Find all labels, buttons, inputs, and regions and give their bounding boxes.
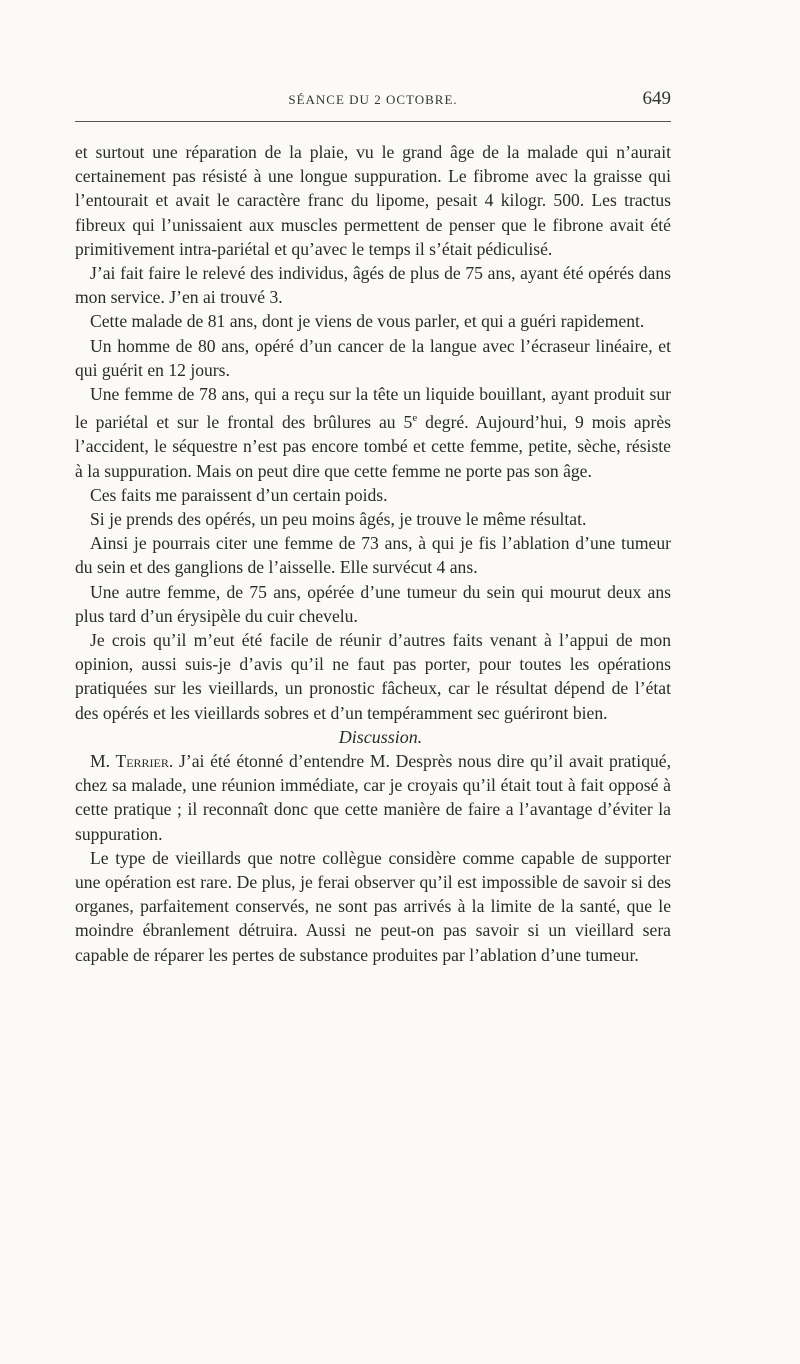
case-3-text-b: degré. Aujourd’hui, 9 mois après l’accident, le séquestre n’est pas encore tombé et cette femme, petite, sèche, résiste à la suppuration. Mais on peut dire que cette femme ne porte pas son âge. (75, 412, 671, 481)
paragraph-continuation: et surtout une réparation de la plaie, vu le grand âge de la malade qui n’aurait certainement pas résisté à une longue suppuration. Le fibrome avec la graisse qui l’entourait et avait le caractère franc du lipome, pesait 4 kilogr. 500. Les tractus fibreux qui l’unissaient aux muscles permettent de penser que le fibrone avait été primitivement intra-pariétal et qu’avec le temps il s’était pédiculisé. (75, 142, 671, 259)
section-heading: Discussion. (338, 726, 423, 747)
paragraph-case-75: Une autre femme, de 75 ans, opérée d’une tumeur du sein qui mourut deux ans plus tard d’un érysipèle du cuir chevelu. (75, 581, 671, 626)
running-head-title: SÉANCE DU 2 OCTOBRE. (288, 92, 458, 107)
terrier-text: J’ai été étonné d’entendre M. Desprès nous dire qu’il avait pratiqué, chez sa malade, une réunion immédiate, car je croyais qu’il était tout à fait opposé à cette pratique ; il reconnaît donc que cette manière de faire a l’avantage d’éviter la suppuration. (75, 750, 671, 844)
page-number: 649 (642, 88, 671, 109)
paragraph-younger: Si je prends des opérés, un peu moins âgés, je trouve le même résultat. (90, 508, 587, 529)
paragraph-terrier (75, 749, 671, 846)
running-head (75, 88, 671, 114)
paragraph-survey: J’ai fait faire le relevé des individus, âgés de plus de 75 ans, ayant été opérés dans mon service. J’en ai trouvé 3. (75, 263, 671, 308)
paragraph-case-2: Un homme de 80 ans, opéré d’un cancer de la langue avec l’écraseur linéaire, et qui guérit en 12 jours. (75, 335, 671, 380)
body-text (75, 140, 671, 967)
case-3-text-a: Une femme de 78 ans, qui a reçu sur la tête un liquide bouillant, ayant produit sur le pariétal et sur le frontal des brûlures au 5 (75, 384, 671, 433)
paragraph-elderly-type: Le type de vieillards que notre collègue considère comme capable de supporter une opération est rare. De plus, je ferai observer qu’il est impossible de savoir si des organes, parfaitement conservés, ne sont pas arrivés à la limite de la santé, que le moindre ébranlement détruira. Aussi ne peut-on pas savoir si un vieillard sera capable de réparer les pertes de substance produites par l’ablation d’une tumeur. (75, 847, 671, 965)
paragraph-case-3 (75, 382, 671, 483)
speaker-name: M. Terrier. (90, 750, 174, 771)
degree-superscript: e (412, 412, 418, 425)
paragraph-case-73: Ainsi je pourrais citer une femme de 73 ans, à qui je fis l’ablation d’une tumeur du sein et des ganglions de l’aisselle. Elle survécut 4 ans. (75, 533, 671, 578)
header-rule (75, 121, 671, 122)
paragraph-case-1: Cette malade de 81 ans, dont je viens de vous parler, et qui a guéri rapidement. (90, 311, 645, 332)
paragraph-weight: Ces faits me paraissent d’un certain poids. (90, 484, 388, 505)
paragraph-conclusion: Je crois qu’il m’eut été facile de réunir d’autres faits venant à l’appui de mon opinion, aussi suis-je d’avis qu’il ne faut pas porter, pour toutes les opérations pratiquées sur les vieillards, un pronostic fâcheux, car le résultat dépend de l’état des opérés et les vieillards sobres et d’un tempéramment sec guériront bien. (75, 629, 671, 723)
